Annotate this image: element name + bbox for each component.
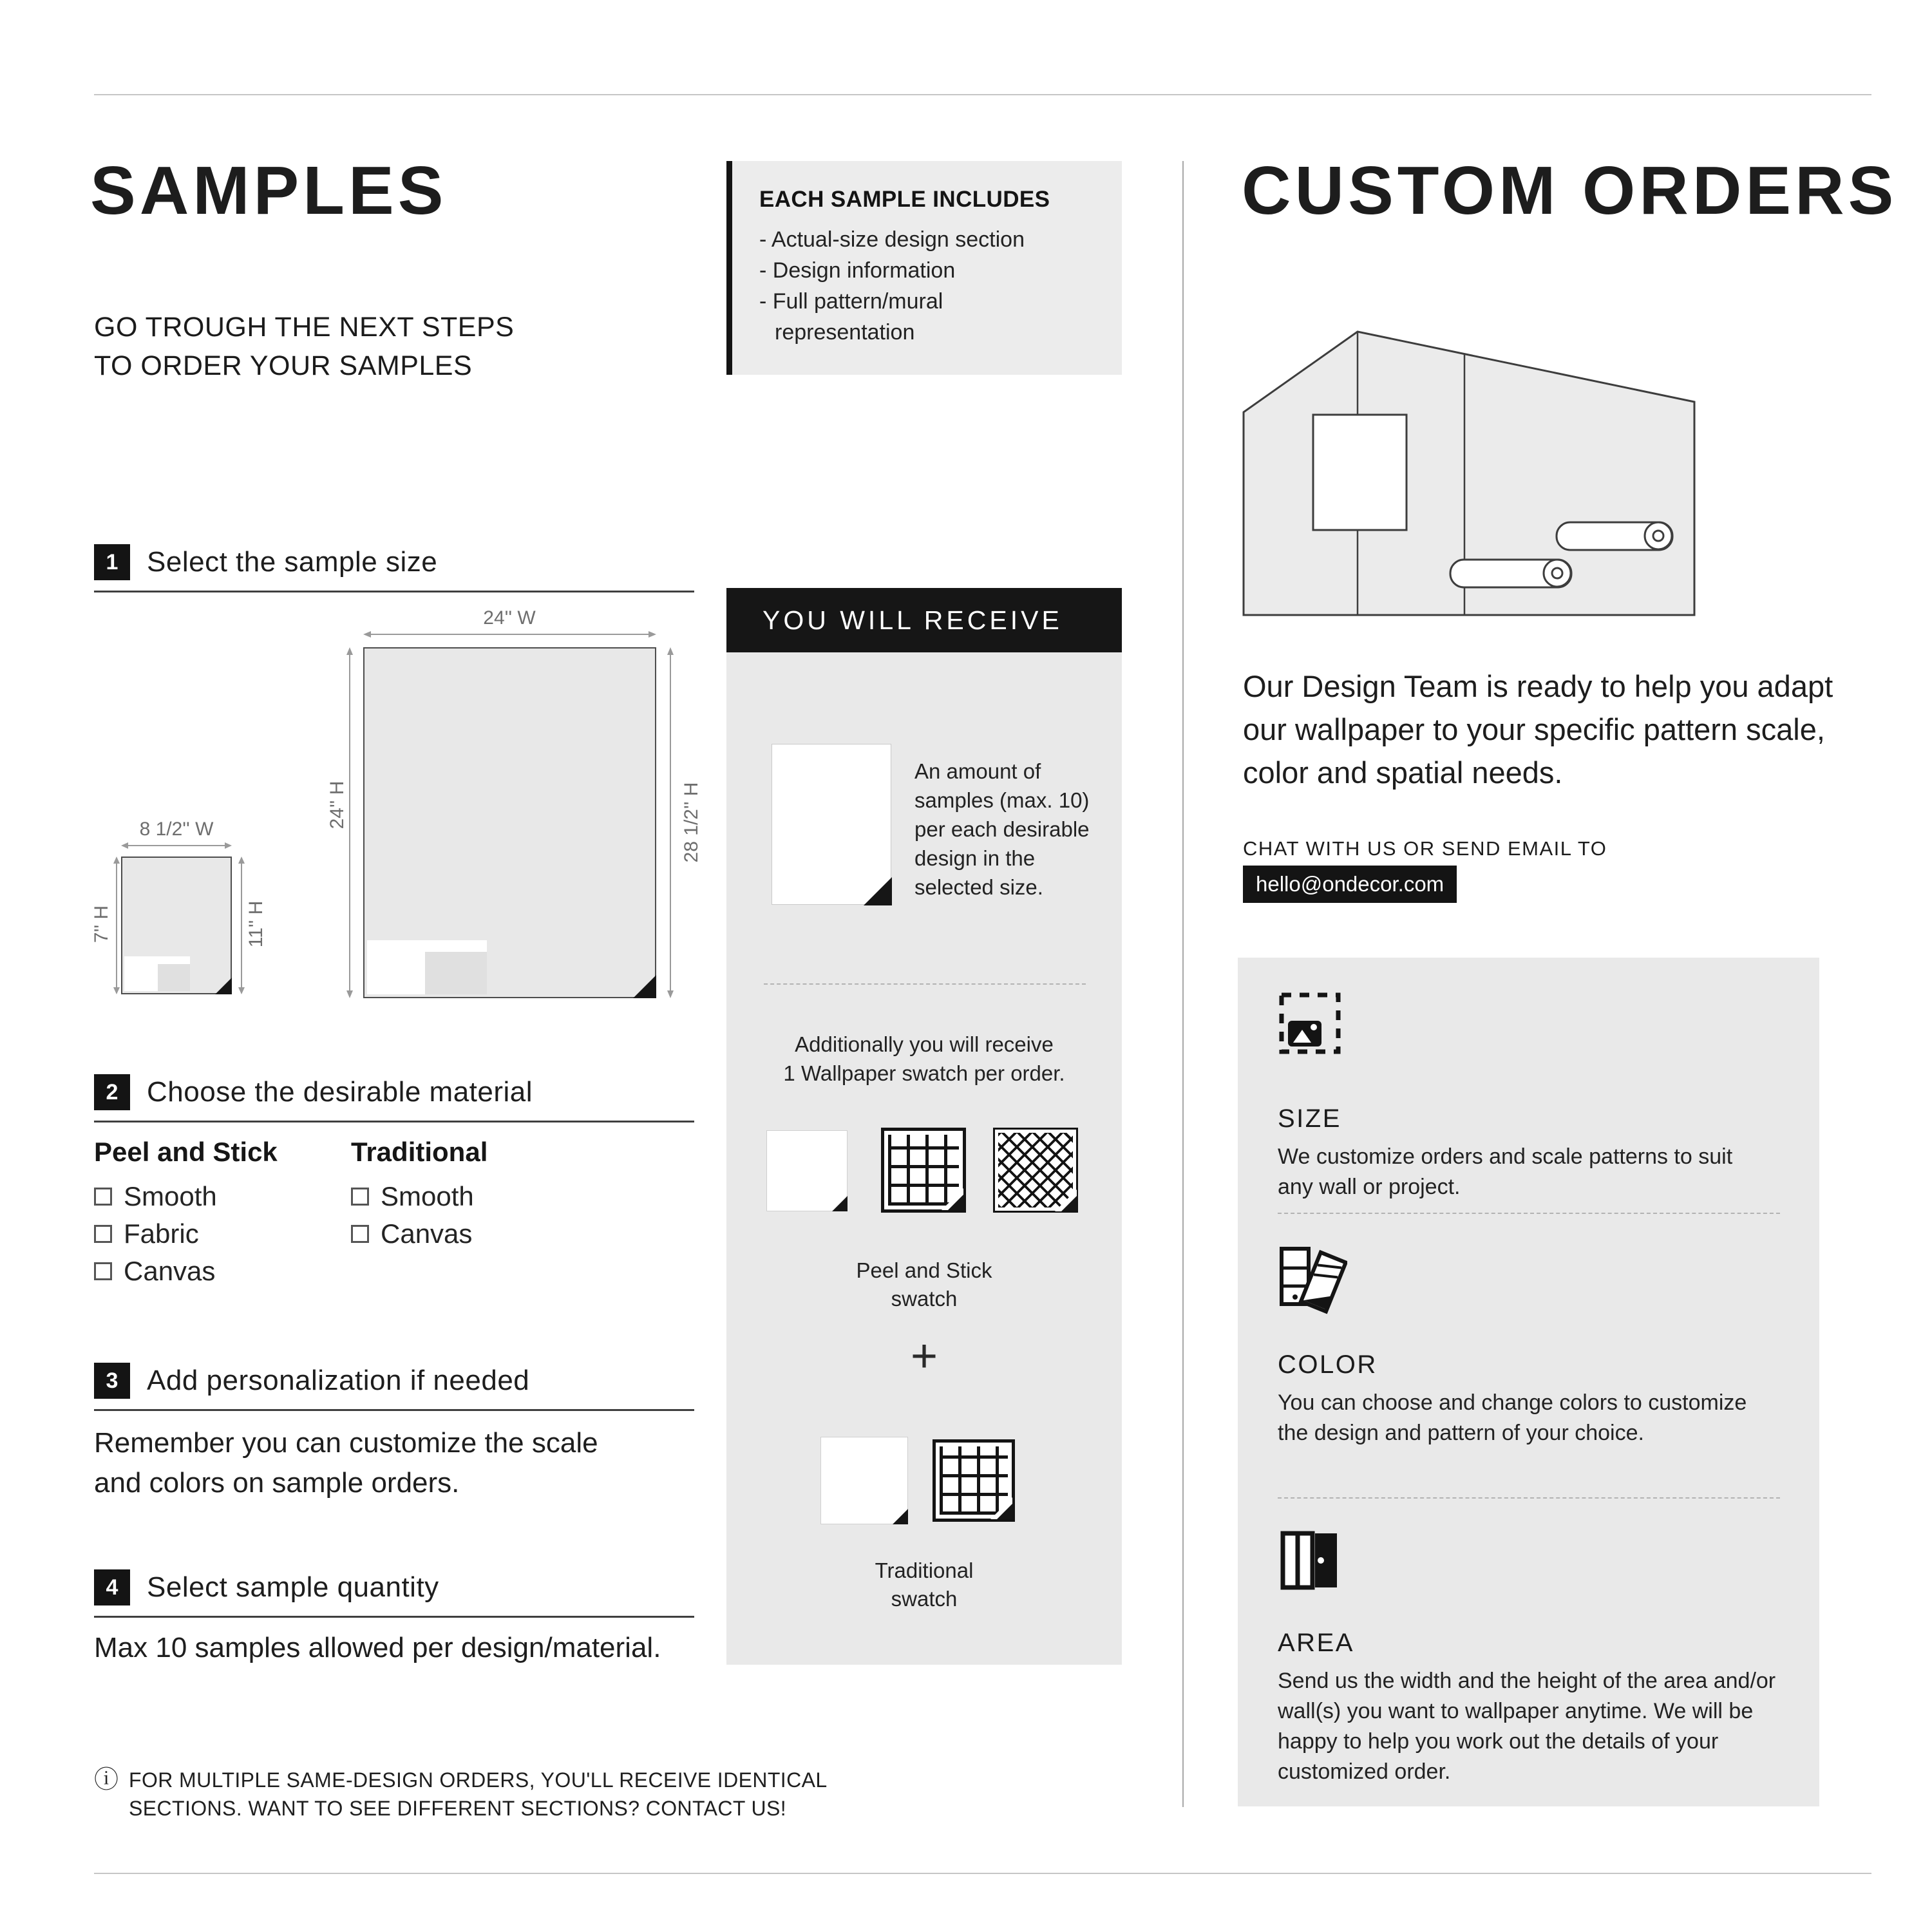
includes-item: - Actual-size design section bbox=[759, 227, 1025, 252]
footnote-line1: FOR MULTIPLE SAME-DESIGN ORDERS, YOU'LL RECEIVE IDENTICAL bbox=[129, 1768, 828, 1792]
checkbox-icon[interactable] bbox=[94, 1225, 112, 1243]
custom-orders-title: CUSTOM ORDERS bbox=[1242, 153, 1898, 229]
step2-number-badge: 2 bbox=[94, 1074, 130, 1110]
peel-and-stick-swatch-label bbox=[726, 1256, 1122, 1313]
footnote-text bbox=[129, 1766, 828, 1823]
email-badge[interactable]: hello@ondecor.com bbox=[1243, 866, 1457, 903]
option-peel-fabric[interactable] bbox=[94, 1220, 351, 1247]
option-label: Smooth bbox=[124, 1181, 217, 1211]
house-wallpaper-illustration bbox=[1242, 330, 1696, 617]
includes-item: - Full pattern/mural bbox=[759, 289, 943, 314]
grid-swatch-icon bbox=[881, 1128, 966, 1213]
large-width-arrow bbox=[363, 630, 656, 639]
additional-swatch-text bbox=[726, 1030, 1122, 1088]
size-text: We customize orders and scale patterns to suit any wall or project. bbox=[1278, 1144, 1733, 1199]
checkbox-icon[interactable] bbox=[94, 1188, 112, 1206]
dashed-divider bbox=[764, 983, 1086, 985]
you-will-receive-banner: YOU WILL RECEIVE bbox=[726, 588, 1122, 652]
large-height-arrow-left bbox=[345, 647, 354, 998]
dashed-divider bbox=[1278, 1213, 1780, 1214]
plus-sign: + bbox=[910, 1331, 938, 1382]
checkbox-icon[interactable] bbox=[94, 1262, 112, 1280]
large-sample-width-label: 24'' W bbox=[483, 607, 536, 629]
large-sample-sheet bbox=[363, 647, 656, 998]
samples-intro-line1: GO TROUGH THE NEXT STEPS bbox=[94, 312, 515, 343]
page-sample-icon bbox=[772, 744, 891, 905]
label-line: swatch bbox=[891, 1287, 958, 1311]
option-peel-canvas[interactable] bbox=[94, 1258, 351, 1285]
sample-inset-white bbox=[124, 956, 190, 991]
area-text: Send us the width and the height of the area and/or wall(s) you want to wallpaper anytime. We will be happy to help you work out the details of your customized order. bbox=[1278, 1669, 1776, 1784]
step4-label: Select sample quantity bbox=[147, 1571, 439, 1603]
sample-inset-white bbox=[367, 940, 487, 994]
folded-corner-icon bbox=[832, 1196, 848, 1211]
step4-description: Max 10 samples allowed per design/material. bbox=[94, 1632, 661, 1663]
sample-inset-gray bbox=[425, 952, 487, 994]
step1-number-badge: 1 bbox=[94, 544, 130, 580]
samples-intro bbox=[94, 308, 514, 385]
crosshatch-swatch-icon bbox=[993, 1128, 1078, 1213]
traditional-swatch-label bbox=[726, 1557, 1122, 1613]
option-label: Canvas bbox=[381, 1218, 473, 1249]
step4-header bbox=[94, 1569, 694, 1618]
option-label: Smooth bbox=[381, 1181, 474, 1211]
step2-label: Choose the desirable material bbox=[147, 1076, 533, 1108]
column-divider bbox=[1182, 161, 1184, 1807]
small-sample-width-label: 8 1/2'' W bbox=[139, 819, 214, 840]
step4-number-badge: 4 bbox=[94, 1569, 130, 1605]
step3-header bbox=[94, 1363, 694, 1411]
option-label: Canvas bbox=[124, 1256, 216, 1286]
includes-item: - Design information bbox=[759, 258, 956, 283]
step1-label: Select the sample size bbox=[147, 546, 438, 578]
color-heading: COLOR bbox=[1278, 1350, 1378, 1379]
samples-intro-line2: TO ORDER YOUR SAMPLES bbox=[94, 350, 473, 381]
grid-swatch-icon bbox=[933, 1439, 1015, 1522]
checkbox-icon[interactable] bbox=[351, 1188, 369, 1206]
sample-size-diagram bbox=[91, 592, 702, 1051]
label-line: Traditional bbox=[875, 1558, 974, 1582]
checkbox-icon[interactable] bbox=[351, 1225, 369, 1243]
samples-amount-text: An amount of samples (max. 10) per each desirable design in the selected size. bbox=[914, 759, 1090, 899]
info-icon bbox=[94, 1766, 118, 1823]
color-swatches-icon bbox=[1273, 1240, 1347, 1314]
large-sample-height-right-label: 28 1/2'' H bbox=[681, 782, 702, 863]
option-traditional-smooth[interactable] bbox=[351, 1183, 488, 1210]
chat-with-us-label: CHAT WITH US OR SEND EMAIL TO bbox=[1243, 837, 1607, 860]
small-sample-height-right-label: 11'' H bbox=[245, 900, 267, 948]
large-height-arrow-right bbox=[666, 647, 675, 998]
wall-area-icon bbox=[1278, 1528, 1342, 1593]
step1-header bbox=[94, 544, 694, 592]
footnote bbox=[94, 1766, 828, 1823]
sample-inset-gray bbox=[158, 964, 190, 991]
peel-and-stick-column bbox=[94, 1137, 351, 1295]
label-line: Peel and Stick bbox=[856, 1258, 992, 1282]
step3-label: Add personalization if needed bbox=[147, 1365, 530, 1396]
footnote-line2: SECTIONS. WANT TO SEE DIFFERENT SECTIONS? CONTACT US! bbox=[129, 1797, 787, 1820]
small-height-arrow-left bbox=[112, 857, 121, 994]
option-label: Fabric bbox=[124, 1218, 199, 1249]
small-width-arrow bbox=[121, 841, 232, 850]
folded-corner-icon bbox=[893, 1509, 908, 1524]
peel-and-stick-title: Peel and Stick bbox=[94, 1137, 278, 1167]
option-peel-smooth[interactable] bbox=[94, 1183, 351, 1210]
custom-orders-intro: Our Design Team is ready to help you adapt our wallpaper to your specific pattern scale, color and spatial needs. bbox=[1243, 669, 1833, 790]
large-sample-height-left-label: 24'' H bbox=[327, 781, 348, 829]
size-heading: SIZE bbox=[1278, 1104, 1341, 1133]
folded-corner-icon bbox=[633, 975, 656, 998]
traditional-column bbox=[351, 1137, 488, 1295]
dashed-divider bbox=[1278, 1497, 1780, 1499]
bottom-divider bbox=[94, 1873, 1871, 1874]
custom-features-panel bbox=[1238, 958, 1819, 1806]
small-height-arrow-right bbox=[237, 857, 246, 994]
blank-swatch-icon bbox=[766, 1130, 848, 1211]
you-will-receive-panel bbox=[726, 652, 1122, 1665]
includes-title: EACH SAMPLE INCLUDES bbox=[759, 187, 1050, 212]
blank-swatch-icon bbox=[820, 1437, 908, 1524]
folded-corner-icon bbox=[864, 877, 892, 905]
step2-header bbox=[94, 1074, 694, 1122]
includes-item-continuation: representation bbox=[775, 320, 915, 345]
small-sample-height-left-label: 7'' H bbox=[91, 905, 112, 943]
step3-number-badge: 3 bbox=[94, 1363, 130, 1399]
traditional-title: Traditional bbox=[351, 1137, 488, 1167]
folded-corner-icon bbox=[215, 978, 232, 994]
additional-line1: Additionally you will receive bbox=[795, 1032, 1054, 1056]
additional-line2: 1 Wallpaper swatch per order. bbox=[783, 1061, 1065, 1085]
step3-description: Remember you can customize the scale and colors on sample orders. bbox=[94, 1427, 598, 1499]
color-text: You can choose and change colors to customize the design and pattern of your choice. bbox=[1278, 1390, 1747, 1445]
samples-title: SAMPLES bbox=[90, 153, 448, 229]
materials-options bbox=[94, 1137, 488, 1295]
area-heading: AREA bbox=[1278, 1629, 1354, 1657]
label-line: swatch bbox=[891, 1587, 958, 1611]
each-sample-includes-box bbox=[726, 161, 1122, 375]
option-traditional-canvas[interactable] bbox=[351, 1220, 488, 1247]
size-selection-icon bbox=[1278, 991, 1342, 1056]
top-divider bbox=[94, 94, 1871, 95]
small-sample-sheet bbox=[121, 857, 232, 994]
